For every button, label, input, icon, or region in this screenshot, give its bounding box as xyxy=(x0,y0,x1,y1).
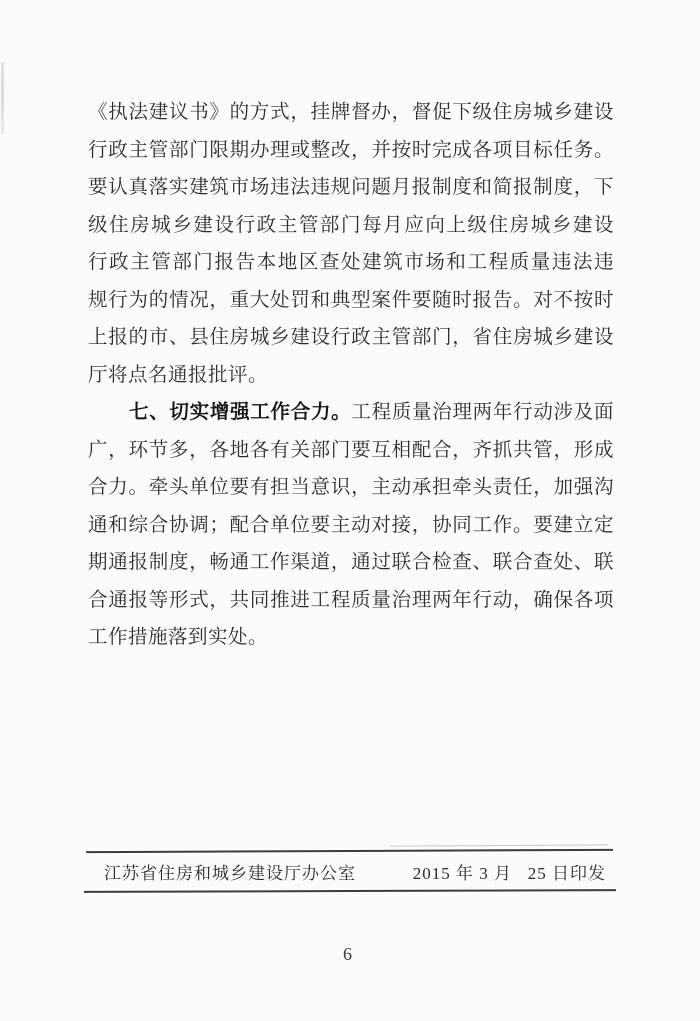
footer xyxy=(0,843,700,903)
scan-artifact-line xyxy=(390,844,608,846)
text-line xyxy=(88,394,614,432)
text-line: 上报的市、县住房城乡建设行政主管部门，省住房城乡建设 xyxy=(88,327,614,348)
body-text xyxy=(88,94,614,657)
text-line: 级住房城乡建设行政主管部门每月应向上级住房城乡建设 xyxy=(88,214,614,236)
print-date: 2015 年 3 月 25 日印发 xyxy=(412,863,606,883)
text-line: 行政主管部门报告本地区查处建筑市场和工程质量违法违 xyxy=(88,252,614,273)
text-line: 期通报制度，畅通工作渠道，通过联合检查、联合查处、联 xyxy=(88,552,614,573)
issuer-office: 江苏省住房和城乡建设厅办公室 xyxy=(104,863,356,883)
text-line: 工作措施落到实处。 xyxy=(88,627,269,648)
text-line: 行政主管部门限期办理或整改，并按时完成各项目标任务。 xyxy=(88,139,614,161)
text-line: 广，环节多，各地各有关部门要互相配合，齐抓共管，形成 xyxy=(88,439,614,461)
text-line: 通和综合协调；配合单位要主动对接，协同工作。要建立定 xyxy=(88,514,614,536)
text-line: 《执法建议书》的方式，挂牌督办，督促下级住房城乡建设 xyxy=(88,102,614,123)
page-number: 6 xyxy=(343,944,352,964)
footer-row xyxy=(86,852,613,890)
scan-artifact-streak xyxy=(1,62,4,134)
text-line: 规行为的情况，重大处罚和典型案件要随时报告。对不按时 xyxy=(88,289,614,311)
text-line: 厅将点名通报批评。 xyxy=(88,364,269,386)
text-line: 合通报等形式，共同推进工程质量治理两年行动，确保各项 xyxy=(88,589,614,611)
text-line: 要认真落实建筑市场违法违规问题月报制度和简报制度，下 xyxy=(88,177,614,198)
text-segment: 工程质量治理两年行动涉及面 xyxy=(351,402,614,423)
paragraph-heading: 七、切实增强工作合力。 xyxy=(129,401,352,423)
text-line: 合力。牵头单位要有担当意识，主动承担牵头责任，加强沟 xyxy=(88,477,614,498)
